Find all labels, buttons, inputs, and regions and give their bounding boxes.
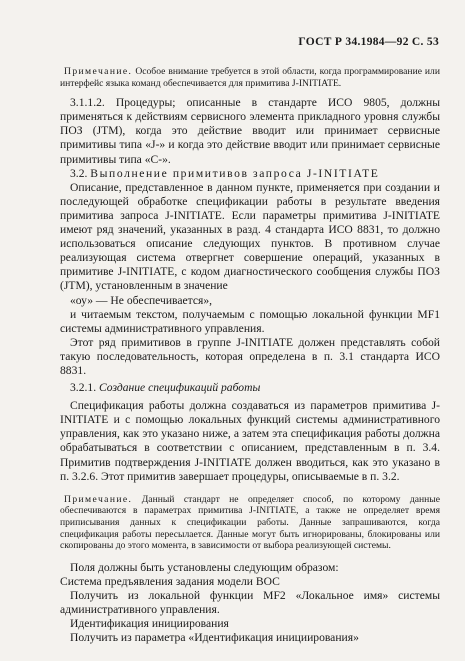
note-1: [60, 66, 440, 89]
page-content: [60, 62, 440, 645]
para-system: Система предъявления задания модели ВОС: [60, 574, 280, 588]
note-2: [60, 494, 440, 552]
para-3-2-num: 3.2.: [70, 166, 88, 180]
para-spec: Спецификация работы должна создаваться из параметров примитива J-INITIATE и с помощью локальных функций системы административного управления, как это указано ниже, а затем эта спецификация работы должна обрабатываться в соответствии с описанием, представленным в п. 3.4. Примитив подтверждения J-INITIATE должен вводиться, как это указано в п. 3.2.6. Этот примитив завершает процедуры, описываемые в п. 3.2.: [60, 399, 440, 483]
para-3-2-heading: [60, 167, 440, 181]
para-sequence: Этот ряд примитивов в группе J-INITIATE должен представлять собой такую последовательность, которая определена в п. 3.1 стандарта ИСО 8831.: [60, 335, 440, 377]
note-1-text: Особое внимание требуется в этой области, когда программирование или интерфейс языка команд обеспечивается для примитива J-INITIATE.: [60, 66, 440, 89]
para-fields: Поля должны быть установлены следующим образом:: [70, 560, 339, 574]
para-3-2-1-title: Создание спецификаций работы: [99, 381, 261, 395]
note-2-text: Данный стандарт не определяет способ, по которому данные обеспечиваются в параметрах примитива J-INITIATE, а также не определяет время приписывания данных к спецификации работы. Данные запрашиваются, когда спецификация работы пересылается. Данные могут быть игнорированы, блокированы или скопированы до этого момента, в зависимости от выбора реализующей системы.: [60, 493, 440, 552]
para-value-oy: «оу» — Не обеспечивается»,: [70, 293, 213, 307]
para-init-id: Идентификация инициирования: [70, 617, 229, 631]
para-get-param: Получить из параметра «Идентификация инициирования»: [70, 631, 359, 645]
note-2-label: Примечание.: [64, 493, 133, 505]
para-3-1-1-2: 3.1.1.2. Процедуры; описанные в стандарте ИСО 9805, должны применяться к действиям сервисного элемента прикладного уровня службы ПОЗ (JTM), когда это действие вводит или принимает сервисные примитивы типа «J-» и когда это действие вводит или принимает сервисные примитивы типа «С-».: [60, 96, 440, 166]
para-description: Описание, представленное в данном пункте, применяется при создании и последующей обработке спецификации работы в результате введения примитива запроса J-INITIATE. Если параметры примитива J-INITIATE имеют ряд значений, указанных в разд. 4 стандарта ИСО 8831, то должно использоваться описание следующих пунктов. В противном случае реализующая система отвергнет совершение операций, указанных в примитиве J-INITIATE, с кодом диагностического сообщения службы ПОЗ (JTM), установленным в значение: [60, 180, 440, 293]
note-1-label: Примечание.: [64, 66, 133, 77]
para-readable: и читаемым текстом, получаемым с помощью локальной функции MF1 системы административного управления.: [60, 307, 440, 335]
para-3-2-1-heading: [60, 381, 440, 395]
para-mf2: Получить из локальной функции MF2 «Локальное имя» системы административного управления.: [60, 588, 440, 616]
para-3-2-title: Выполнение примитивов запроса J-INITIATE: [90, 166, 380, 180]
para-3-2-1-num: 3.2.1.: [70, 381, 97, 395]
page-header: ГОСТ Р 34.1984—92 С. 53: [298, 36, 439, 48]
